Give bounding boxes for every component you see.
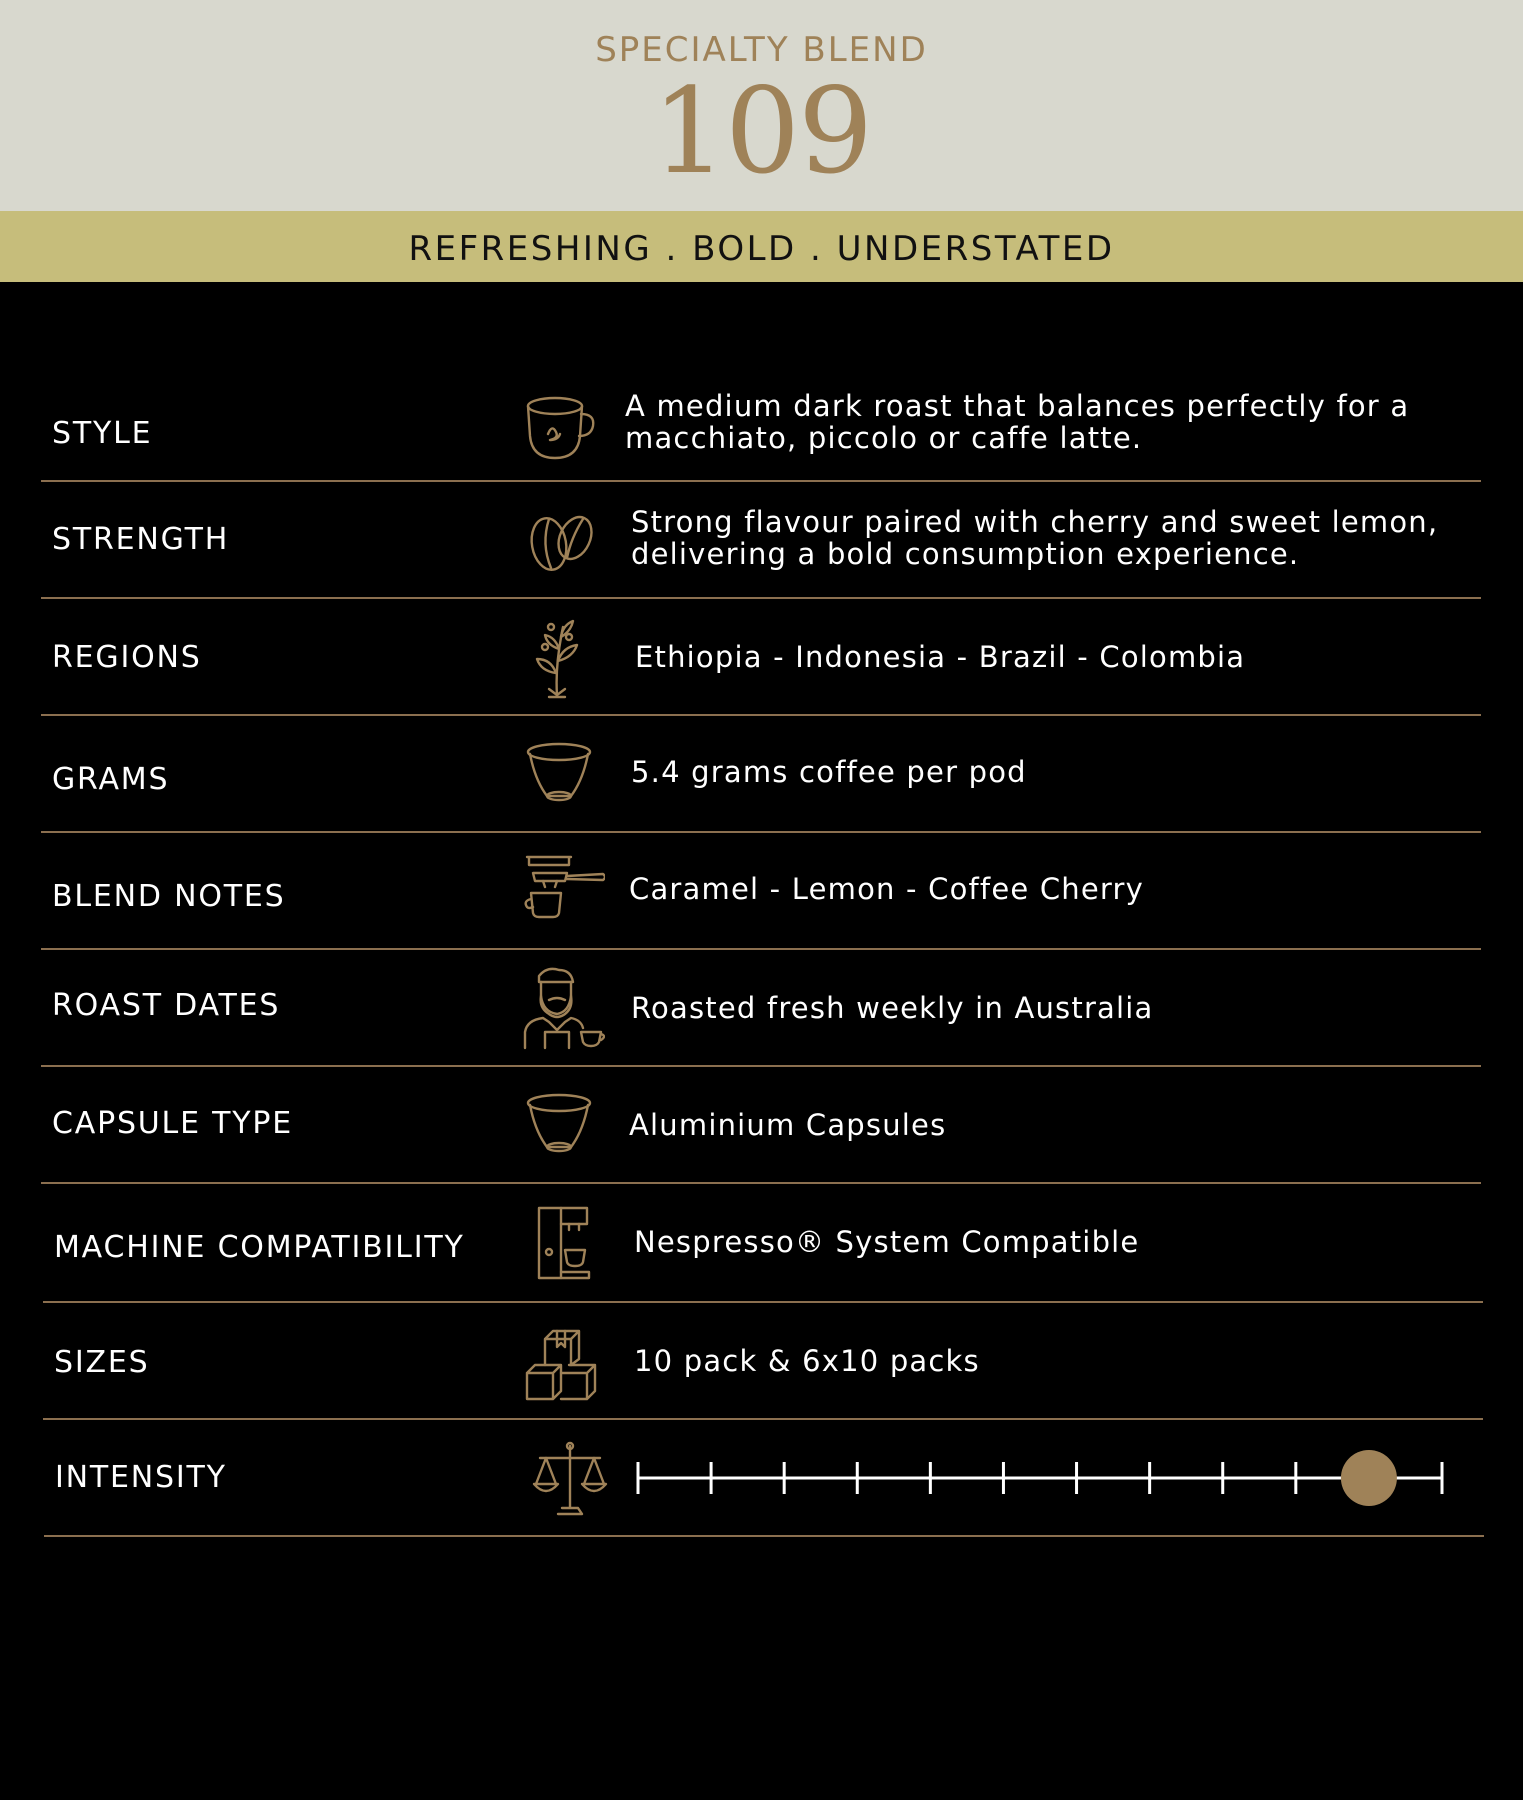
spec-label: CAPSULE TYPE: [52, 1106, 294, 1141]
spec-label: GRAMS: [52, 762, 170, 797]
coffee-plant-icon: [519, 615, 605, 701]
coffee-beans-icon: [519, 498, 605, 584]
intensity-scale: [626, 1432, 1456, 1522]
capsule-icon: [519, 732, 605, 818]
scales-icon: [530, 1436, 616, 1522]
capsule-icon: [519, 1083, 605, 1169]
blend-number: 109: [651, 62, 872, 200]
spec-value: Caramel - Lemon - Coffee Cherry: [629, 872, 1145, 906]
header: [0, 0, 1523, 211]
spec-label: SIZES: [54, 1345, 150, 1380]
spec-label: INTENSITY: [55, 1460, 227, 1495]
spec-label: REGIONS: [52, 640, 202, 675]
spec-value: Aluminium Capsules: [629, 1108, 947, 1142]
espresso-machine-icon: [519, 849, 605, 935]
tagline: REFRESHING . BOLD . UNDERSTATED: [0, 211, 1523, 282]
spec-label: STYLE: [52, 416, 153, 451]
barista-icon: [519, 966, 605, 1052]
spec-row-capsule-type: [41, 1067, 1481, 1184]
spec-value: Nespresso® System Compatible: [634, 1225, 1140, 1259]
spec-value: 5.4 grams coffee per pod: [631, 755, 1027, 789]
spec-row-machine-compatibility: [43, 1184, 1483, 1303]
spec-row-strength: [41, 482, 1481, 599]
spec-value: 10 pack & 6x10 packs: [634, 1344, 980, 1378]
spec-value: A medium dark roast that balances perfectly for a macchiato, piccolo or caffe latte.: [625, 389, 1410, 455]
spec-row-style: [41, 370, 1481, 482]
spec-row-roast-dates: [41, 950, 1481, 1067]
spec-label: BLEND NOTES: [52, 879, 286, 914]
spec-value: Ethiopia - Indonesia - Brazil - Colombia: [635, 640, 1246, 674]
spec-row-regions: [41, 599, 1481, 716]
spec-row-grams: [41, 716, 1481, 833]
spec-row-sizes: [43, 1303, 1483, 1420]
spec-row-intensity: [44, 1420, 1484, 1537]
intensity-indicator: [1341, 1450, 1397, 1506]
spec-label: ROAST DATES: [52, 988, 281, 1023]
blend-kicker: SPECIALTY BLEND: [595, 30, 928, 70]
spec-label: MACHINE COMPATIBILITY: [54, 1230, 465, 1265]
spec-label: STRENGTH: [52, 522, 230, 557]
spec-value: Strong flavour paired with cherry and sweet lemon, delivering a bold consumption experience.: [631, 505, 1439, 571]
spec-row-blend-notes: [41, 833, 1481, 950]
spec-value: Roasted fresh weekly in Australia: [631, 991, 1154, 1025]
coffee-cup-icon: [519, 386, 605, 472]
coffee-machine-icon: [531, 1200, 617, 1286]
boxes-icon: [521, 1319, 607, 1405]
